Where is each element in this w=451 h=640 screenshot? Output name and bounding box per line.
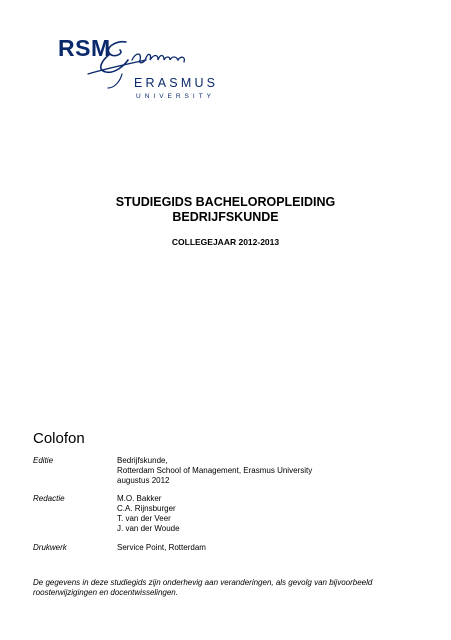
colofon-value-line: J. van der Woude	[117, 524, 180, 533]
colofon-label: Editie	[33, 456, 54, 465]
disclaimer-text	[33, 578, 423, 598]
colofon-value-line: Rotterdam School of Management, Erasmus University	[117, 466, 313, 475]
colofon-value-line: C.A. Rijnsburger	[117, 504, 176, 513]
title-line-2: BEDRIJFSKUNDE	[172, 210, 279, 224]
logo-rsm-text: RSM	[58, 35, 111, 61]
title-line-1: STUDIEGIDS BACHELOROPLEIDING	[115, 195, 336, 209]
disclaimer-line-2: roosterwijzigingen en docentwisselingen.	[33, 588, 178, 597]
colofon-heading: Colofon	[33, 430, 85, 447]
colofon-value-line: M.O. Bakker	[117, 494, 162, 503]
logo-university-text: UNIVERSITY	[136, 93, 216, 100]
colofon-label: Redactie	[33, 494, 65, 503]
document-subtitle: COLLEGEJAAR 2012-2013	[171, 237, 280, 247]
colofon-value-line: Bedrijfskunde,	[117, 456, 168, 465]
disclaimer-line-1: De gegevens in deze studiegids zijn onderhevig aan veranderingen, als gevolg van bijvoorbeeld	[33, 578, 373, 587]
colofon-value-line: augustus 2012	[117, 476, 170, 485]
logo-erasmus-text: ERASMUS	[134, 76, 219, 90]
colofon-value	[117, 456, 312, 486]
colofon-value	[117, 494, 180, 534]
document-title-block	[0, 195, 451, 247]
colofon-value-line: Service Point, Rotterdam	[117, 543, 206, 552]
colofon-label: Drukwerk	[33, 543, 67, 552]
colofon-value-line: T. van der Veer	[117, 514, 171, 523]
rsm-erasmus-logo	[58, 30, 218, 110]
colofon-value	[117, 543, 206, 553]
